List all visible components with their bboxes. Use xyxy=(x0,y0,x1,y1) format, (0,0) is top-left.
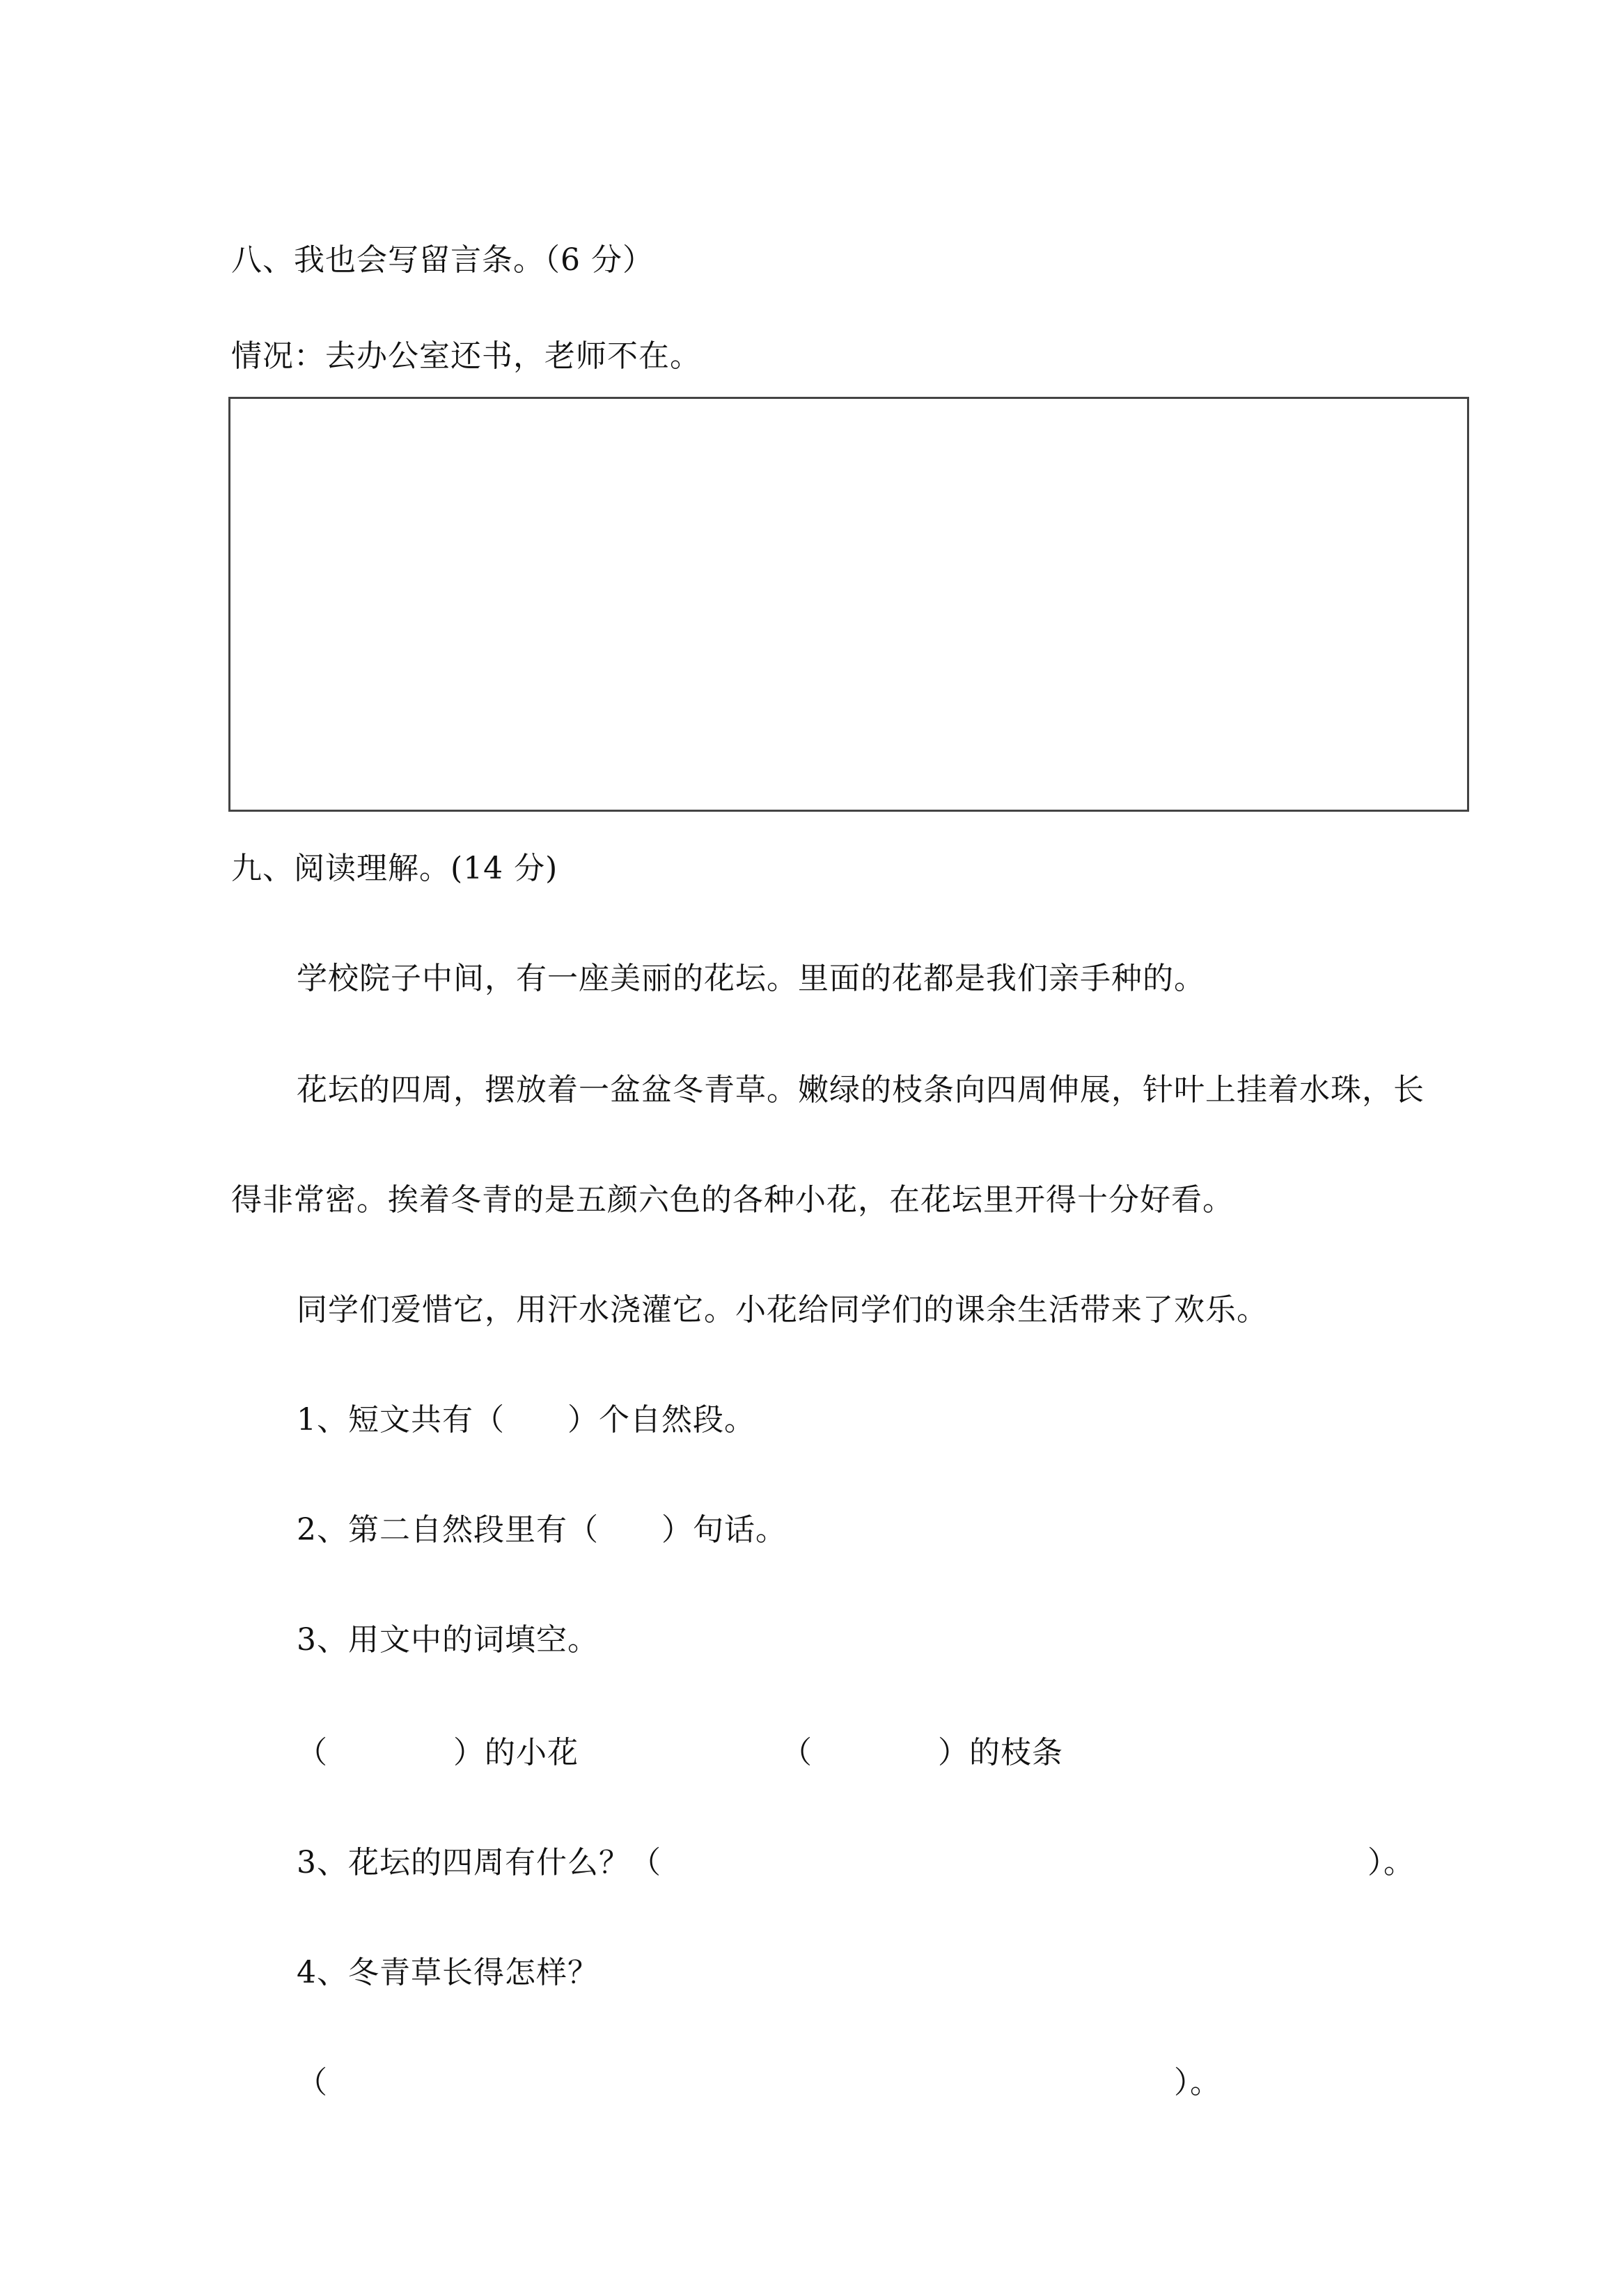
passage-paragraph-1: 学校院子中间，有一座美丽的花坛。里面的花都是我们亲手种的。 xyxy=(297,961,1205,996)
situation-text: 情况：去办公室还书，老师不在。 xyxy=(231,338,701,374)
question-4: 4、冬青草长得怎样？ xyxy=(297,1955,599,1990)
question-2: 2、第二自然段里有（ ）句话。 xyxy=(297,1512,787,1548)
question-3b: 3、花坛的四周有什么？（ xyxy=(297,1845,661,1880)
fill-blank-branches[interactable]: （ ）的枝条 xyxy=(781,1735,1063,1770)
question-4-answer-close: ）。 xyxy=(1174,2065,1221,2100)
question-3b-close: ）。 xyxy=(1367,1845,1415,1880)
passage-paragraph-2-line-2: 得非常密。挨着冬青的是五颜六色的各种小花，在花坛里开得十分好看。 xyxy=(231,1182,1234,1218)
message-answer-box[interactable] xyxy=(228,397,1469,812)
section8-title: 八、我也会写留言条。（6 分） xyxy=(231,242,654,278)
passage-paragraph-3: 同学们爱惜它，用汗水浇灌它。小花给同学们的课余生活带来了欢乐。 xyxy=(297,1292,1268,1328)
passage-paragraph-2-line-1: 花坛的四周，摆放着一盆盆冬青草。嫩绿的枝条向四周伸展，针叶上挂着水珠，长 xyxy=(297,1072,1425,1108)
question-1: 1、短文共有（ ）个自然段。 xyxy=(297,1402,755,1438)
section9-title: 九、阅读理解。(14 分) xyxy=(231,851,558,886)
question-4-answer-open[interactable]: （ xyxy=(297,2065,328,2100)
fill-blank-small-flower[interactable]: （ ）的小花 xyxy=(297,1735,579,1770)
question-3: 3、用文中的词填空。 xyxy=(297,1622,599,1658)
